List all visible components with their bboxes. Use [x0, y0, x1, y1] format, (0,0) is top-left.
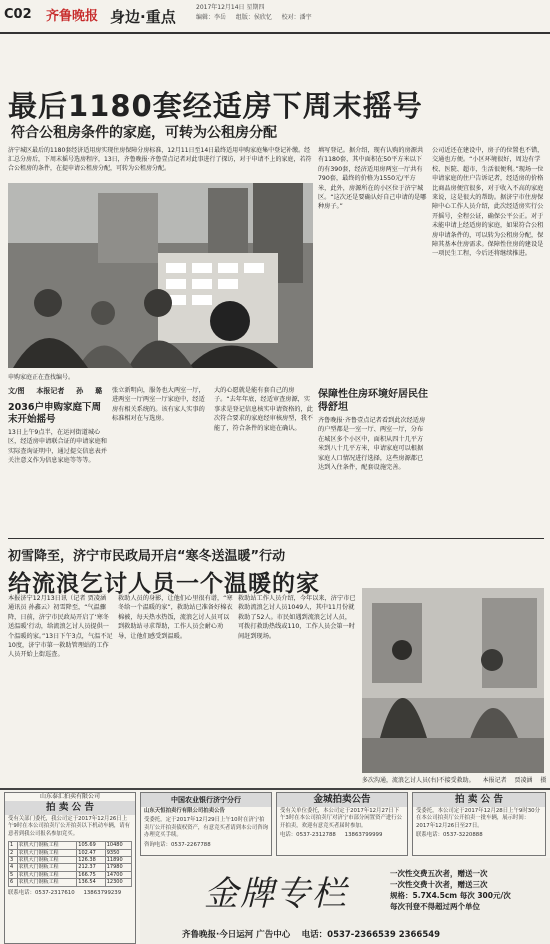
- story1-col-right: 公司近还在建设中，房子的位置也不错，交通也方便。“小区环境很好，周边有学校、医院、超市，生活很便利。”现场一位申请家庭的住户告诉记者，经适房的价格比商品房便宜很多，对于收入不高的家庭来说，这是很大的帮助。据济宁市住房保障中心工作人员介绍，此次经适房实行公开摇号，全程公证，确保公平公正。对于未能申请上经适房的家庭，如果符合公租房申请条件的，可以转为公租房分配，保障其基本住房需求。保障性住房的建设是一项民生工程，今后还将继续推进。: [432, 147, 544, 258]
- gold-title: 金牌专栏: [204, 874, 348, 914]
- ad-auction-2: [140, 792, 272, 856]
- table-row: 4 农机大门钢板工程 212.37 17980: [9, 864, 132, 871]
- story1-col-mid-bottom: 齐鲁晚报·齐鲁壹点记者看到此次经适房的户型都是一室一厅、两室一厅，分布在城区多个小区中，面积从四十几平方米到八十几平方米，申请家庭可以根据家庭人口情况进行选择，这些房源都已达到入住条件，配套设施完善。: [318, 417, 426, 472]
- story1-photo-caption: 申购家庭正在查找编号。: [8, 374, 75, 381]
- gold-footer: 齐鲁晚报·今日运河 广告中心 电话：0537-2366539 2366549: [182, 930, 441, 940]
- ad3-contact: 电话：0537-2312788 13863799999: [280, 832, 383, 839]
- ad-auction-3: [276, 792, 408, 856]
- story2-kicker: 初雪降至，济宁市民政局开启“寒冬送温暖”行动: [8, 549, 286, 564]
- section-divider: [8, 538, 544, 539]
- story1-col-mid-top: 填写登记。据介绍，现有认购的房源共有1180套，其中面积在50平方米以下的有390套，经济适用房两室一厅共有790套，最终的价格为1550元/平方米，此外，房源所在的小区位于济宁城区。“这次还是要确认好自己申请的是哪种房子。”: [318, 147, 427, 211]
- story2-col-1: 本报济宁12月13日讯（记者 贾凌涵 通讯员 孙鑫云）初雪降至，“气温骤降，日前，济宁市民政局开启了‘寒冬送温暖’行动，给流浪乞讨人员提供一个温暖的家。”13日下午3点，气温不足10度，济宁市第一救助管理站的工作人员开始上街巡查。: [8, 595, 113, 659]
- table-row: 1 农机大门钢板工程 105.69 10480: [9, 842, 132, 849]
- ad4-title: 拍 卖 公 告: [413, 793, 545, 807]
- ad2-subtitle: 山东天恒拍卖行有限公司拍卖公告: [144, 808, 225, 814]
- table-row: 3 农机大门钢板工程 126.38 11890: [9, 857, 132, 864]
- ad3-title: 金城拍卖公告: [277, 793, 407, 807]
- ad1-org: 山东泰汇拍卖有限公司: [39, 793, 100, 800]
- section-title: 身边·重点: [110, 8, 176, 26]
- story2-col-3: 救助站工作人员介绍，今年以来，济宁市已救助流浪乞讨人员1049人，其中11月份就救助了52人。市民如遇到流浪乞讨人员，可拨打救助热线或110，工作人员会第一时间赶到现场。: [238, 595, 356, 640]
- gold-terms: [390, 868, 511, 912]
- table-row: 5 农机大门钢板工程 166.75 14700: [9, 871, 132, 878]
- story1-photo: [8, 183, 313, 368]
- ad4-text: 受委托，本公司定于2017年12月28日上午9时30分在本公司拍卖厅公开拍卖一批车辆，展示时间：2017年12月26日至27日。: [416, 808, 540, 829]
- ad1-table: [8, 841, 132, 886]
- story1-subhead-b: 保障性住房环境好居民住得舒坦: [318, 389, 428, 413]
- ad3-text: 受有关单位委托，本公司定于2017年12月27日下午3时在本公司拍卖厅对济宁市部分闲置资产进行公开拍卖，欢迎有意竞买者届时参加。: [280, 808, 403, 829]
- ad1-contact: 联系电话：0537-2317610 13863799239: [8, 889, 122, 896]
- gold-term: 规格：5.7X4.5cm 每次 300元/次: [390, 891, 511, 900]
- story1-subhead: 符合公租房条件的家庭，可转为公租房分配: [11, 125, 277, 141]
- ad-auction-4: [412, 792, 546, 856]
- story2-headline: 给流浪乞讨人员一个温暖的家: [8, 571, 320, 597]
- ad2-text: 受委托，定于2017年12月29日上午10时在济宁拍卖厅公开拍卖债权资产，有意竞买者请到本公司咨询办理竞买手续。: [144, 817, 268, 839]
- gold-term: 一次性交费五次者，赠送一次: [390, 869, 488, 878]
- issue-date: 2017年12月14日: [196, 4, 245, 11]
- ad2-title: 中国农业银行济宁分行: [141, 793, 271, 807]
- story1-col-b: 张立新明向，服务也大两室一厅，进两室一厅两室一厅家庭中，经适房有相关系统的。该有家人实事的标准相对在与选房。: [112, 387, 205, 423]
- ad2-contact: 咨询电话：0537-2267788: [144, 841, 211, 848]
- ad1-title: 拍 卖 公 告: [5, 801, 135, 815]
- gold-term: 每次刊登不得超过两个单位: [390, 902, 480, 911]
- table-row: 2 农机大门钢板工程 102.47 9350: [9, 849, 132, 856]
- story2-photo-caption: 多次沟通，流浪乞讨人员(右)不接受救助。 本报记者 贾凌涵 摄: [362, 777, 547, 784]
- ad-auction-1: [4, 792, 136, 944]
- gold-term: 一次性交费十次者，赠送三次: [390, 880, 488, 889]
- story2-photo: [362, 588, 544, 773]
- gold-column-ad: [140, 858, 550, 944]
- story1-col-a: 13日上午9点半，在运河街道城心区，经适房申请联合证的申请家庭和实际查询证明中，通过提交信息表并关注意义作为信息家庭等等等。: [8, 429, 107, 465]
- story1-headline: 最后1180套经适房下周末摇号: [8, 89, 423, 123]
- story2-col-2: 救助人员的身影，让他们心里很有谱，“寒冬给一个温暖的家”，救助站已准备好棉衣棉被，每天热水热饭，流浪乞讨人员可以到救助站寻求帮助，工作人员会耐心劝导，让他们感受到温暖。: [118, 595, 233, 640]
- staff-credits: 编辑：李岳 组版：侯欣忆 校对：潘宇: [196, 14, 312, 21]
- page-number: C02: [4, 7, 32, 22]
- issue-weekday: 星期四: [246, 4, 265, 11]
- story1-subhead-a: 2036户申购家庭下周末开始摇号: [8, 402, 101, 425]
- table-row: 6 农机大门钢板工程 136.54 12300: [9, 879, 132, 886]
- story1-lead: 济宁城区最后的1180套经济适用房实现住房保障分房标准，12月11日至14日最终适用申购家庭集中登记补缴。经汇总分房后，下周末摇号选房程序，13日，齐鲁晚报·齐鲁壹点记者对此事进行了探访，对于申请不上的家庭，若符合公租房的条件，在提申请公租房分配，可转为公租房分配。: [8, 147, 312, 172]
- ad1-text: 受有关部门委托，我公司定于2017年12月26日上午9时在本公司拍卖厅公开拍卖以下机动车辆，请有意者到我公司报名参加竞买。: [8, 816, 131, 837]
- page-header: [0, 0, 550, 34]
- ad4-contact: 联系电话：0537-3220888: [416, 832, 483, 839]
- paper-logo: 齐鲁晚报: [46, 9, 99, 24]
- story1-byline: 文/图 本报记者 孙 璐: [8, 387, 103, 395]
- header-meta: [196, 3, 312, 23]
- story1-col-c: 大的心愿就是能有套自己的房子。“去年年底，经适审查房源，实事求是登记信息核实申请资格的，此次符合要求的家庭经审核房型，我不能了，符合条件的家庭在确认。: [214, 387, 313, 432]
